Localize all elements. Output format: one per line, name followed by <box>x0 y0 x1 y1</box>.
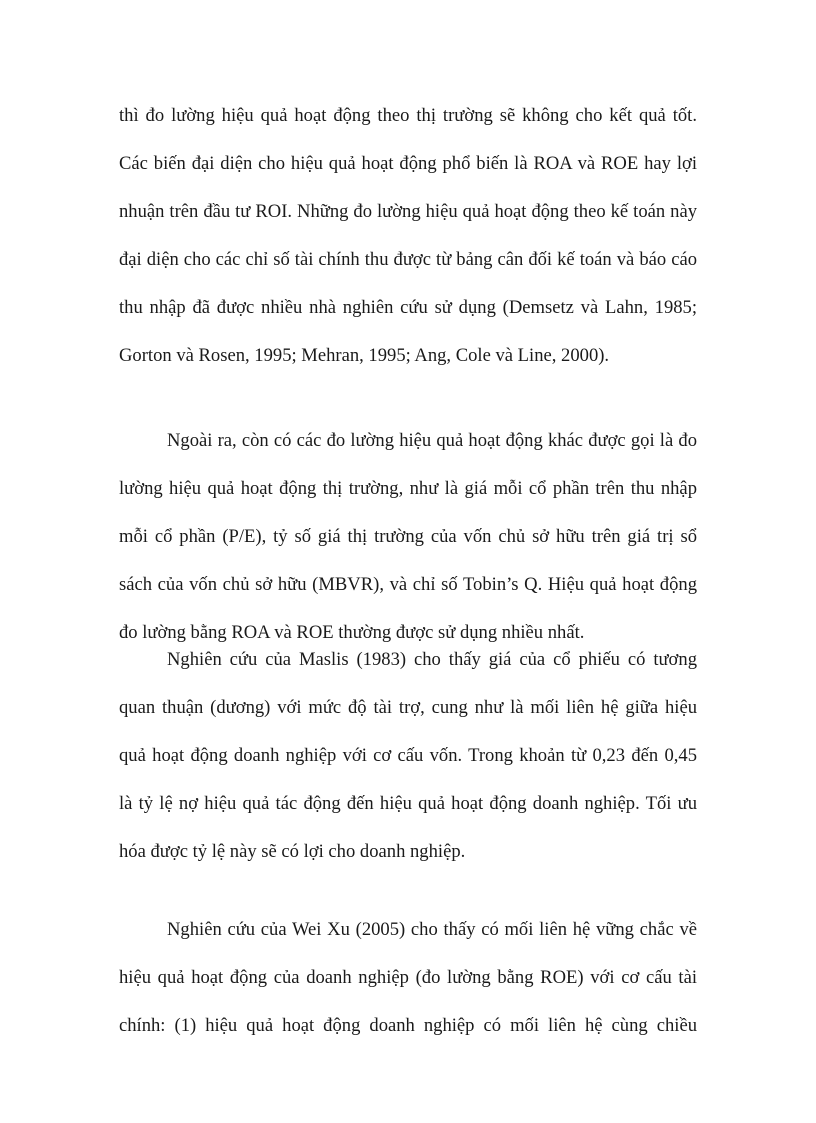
paragraph-4 <box>119 906 697 1050</box>
paragraph-1 <box>119 92 697 380</box>
text-line: đo lường bằng ROA và ROE thường được sử dụng nhiều nhất. <box>119 622 585 643</box>
text-line: Nghiên cứu của Maslis (1983) cho thấy giá của cổ phiếu có tương <box>167 649 697 670</box>
text-line: chính: (1) hiệu quả hoạt động doanh nghiệp có mối liên hệ cùng chiều <box>119 1015 697 1036</box>
text-line: Nghiên cứu của Wei Xu (2005) cho thấy có mối liên hệ vững chắc về <box>167 919 697 940</box>
text-line: nhuận trên đầu tư ROI. Những đo lường hiệu quả hoạt động theo kế toán này <box>119 201 697 222</box>
text-line: Các biến đại diện cho hiệu quả hoạt động phổ biến là ROA và ROE hay lợi <box>119 153 697 174</box>
paragraph-2 <box>119 417 697 657</box>
text-line: sách của vốn chủ sở hữu (MBVR), và chỉ số Tobin’s Q. Hiệu quả hoạt động <box>119 574 697 595</box>
text-line: hóa được tỷ lệ này sẽ có lợi cho doanh nghiệp. <box>119 841 466 862</box>
text-line: quan thuận (dương) với mức độ tài trợ, cung như là mối liên hệ giữa hiệu <box>119 697 697 718</box>
text-line: quả hoạt động doanh nghiệp với cơ cấu vốn. Trong khoản từ 0,23 đến 0,45 <box>119 745 697 766</box>
text-line: thì đo lường hiệu quả hoạt động theo thị trường sẽ không cho kết quả tốt. <box>119 105 697 126</box>
text-line: lường hiệu quả hoạt động thị trường, như là giá mỗi cổ phần trên thu nhập <box>119 478 697 499</box>
text-line: là tỷ lệ nợ hiệu quả tác động đến hiệu quả hoạt động doanh nghiệp. Tối ưu <box>119 793 697 814</box>
paragraph-3 <box>119 636 697 876</box>
text-line: hiệu quả hoạt động của doanh nghiệp (đo lường bằng ROE) với cơ cấu tài <box>119 967 697 988</box>
text-line: mỗi cổ phần (P/E), tỷ số giá thị trường của vốn chủ sở hữu trên giá trị sổ <box>119 526 697 547</box>
text-line: Gorton và Rosen, 1995; Mehran, 1995; Ang, Cole và Line, 2000). <box>119 345 610 366</box>
text-line: Ngoài ra, còn có các đo lường hiệu quả hoạt động khác được gọi là đo <box>167 430 697 451</box>
text-line: đại diện cho các chỉ số tài chính thu được từ bảng cân đối kế toán và báo cáo <box>119 249 697 270</box>
text-line: thu nhập đã được nhiều nhà nghiên cứu sử dụng (Demsetz và Lahn, 1985; <box>119 297 697 318</box>
